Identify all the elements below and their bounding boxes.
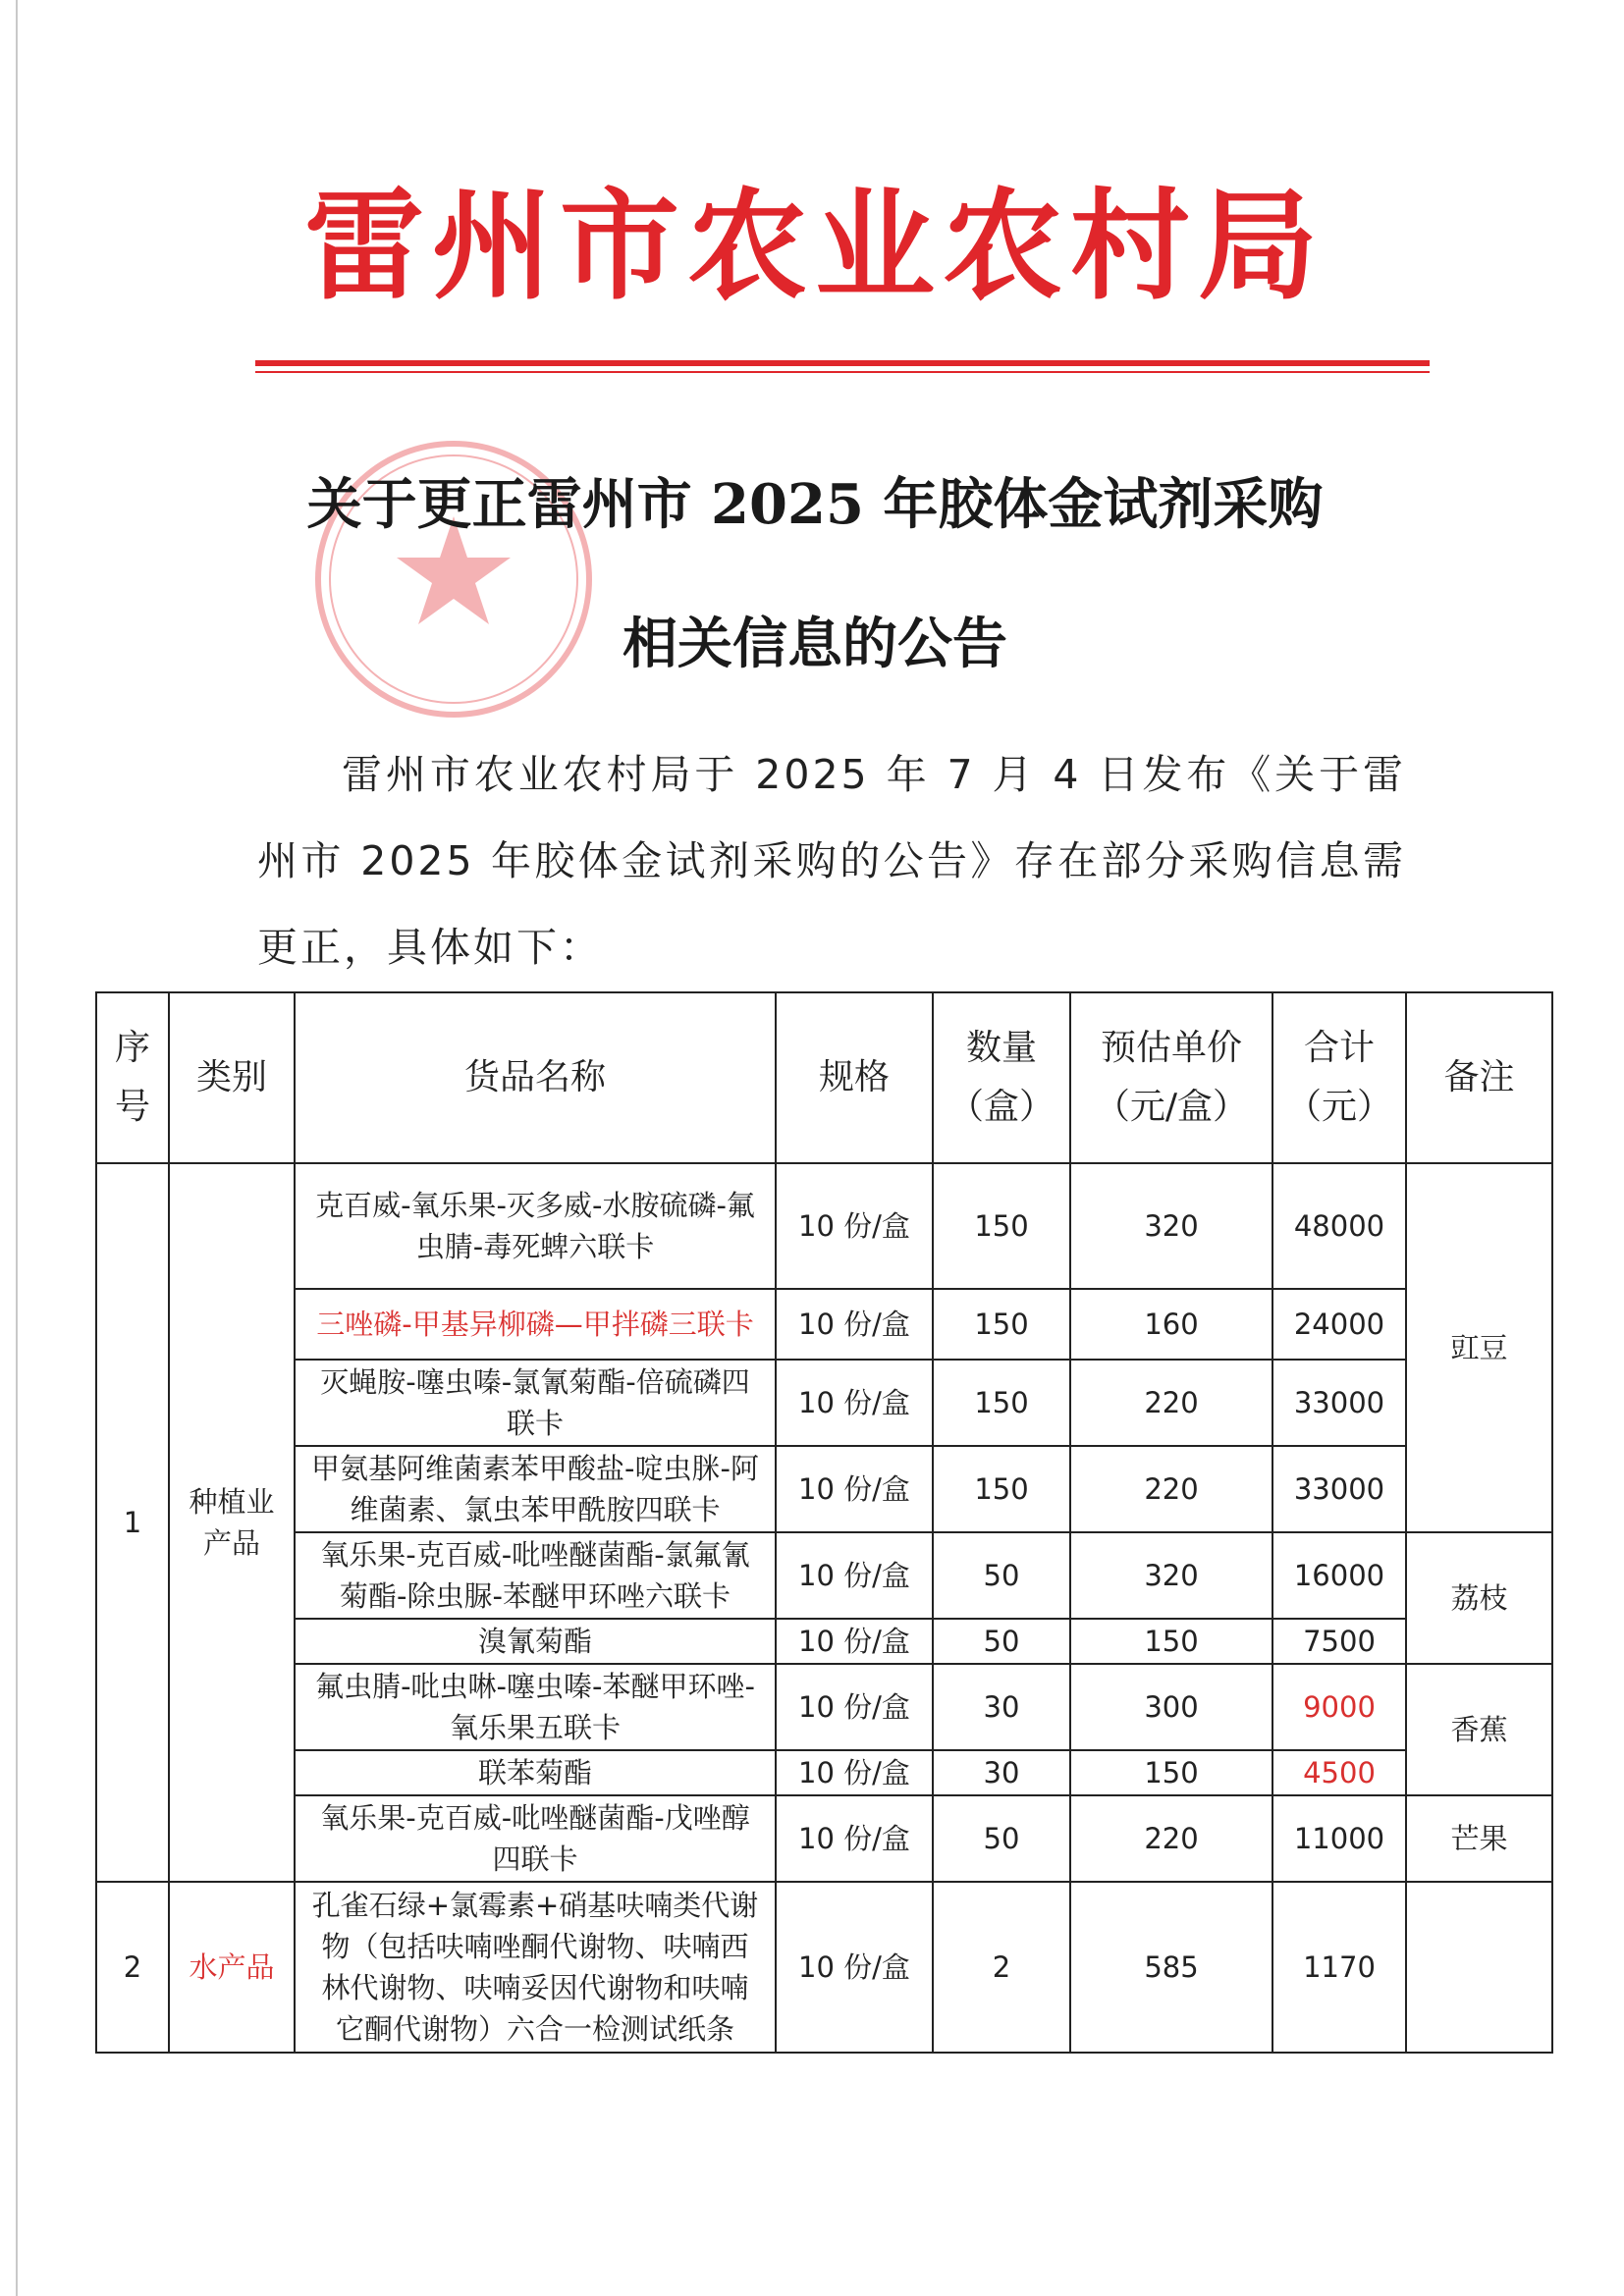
table-row: [96, 1446, 1552, 1532]
cell-qty: 150: [933, 1446, 1070, 1532]
procurement-table: [95, 991, 1553, 2054]
cell-note: 香蕉: [1406, 1664, 1552, 1795]
cell-total: 11000: [1272, 1795, 1406, 1882]
cell-price: 320: [1070, 1532, 1272, 1619]
table-row: [96, 1619, 1552, 1664]
cell-price: 220: [1070, 1446, 1272, 1532]
header-category: 类别: [169, 992, 295, 1163]
cell-name: 联苯菊酯: [295, 1750, 776, 1795]
cell-total: 1170: [1272, 1882, 1406, 2053]
cell-spec: 10 份/盒: [776, 1532, 933, 1619]
cell-total: 9000: [1272, 1664, 1406, 1750]
cell-note: [1406, 1882, 1552, 2053]
cell-qty: 150: [933, 1163, 1070, 1289]
doc-body-paragraph: 雷州市农业农村局于 2025 年 7 月 4 日发布《关于雷州市 2025 年胶体金试剂采购的公告》存在部分采购信息需更正，具体如下：: [257, 751, 1406, 971]
cell-qty: 30: [933, 1750, 1070, 1795]
cell-price: 150: [1070, 1750, 1272, 1795]
cell-note: 芒果: [1406, 1795, 1552, 1882]
cell-total: 33000: [1272, 1446, 1406, 1532]
cell-price: 150: [1070, 1619, 1272, 1664]
cell-price: 220: [1070, 1360, 1272, 1446]
cell-price: 160: [1070, 1289, 1272, 1360]
page-left-edge: [16, 0, 18, 2296]
doc-title-line-2: 相关信息的公告: [623, 612, 1007, 676]
cell-total: 4500: [1272, 1750, 1406, 1795]
cell-spec: 10 份/盒: [776, 1750, 933, 1795]
cell-note: 荔枝: [1406, 1532, 1552, 1664]
header-note: 备注: [1406, 992, 1552, 1163]
cell-seq: 1: [96, 1163, 169, 1882]
cell-category: 种植业产品: [169, 1163, 295, 1882]
cell-name: 灭蝇胺-噻虫嗪-氯氰菊酯-倍硫磷四联卡: [295, 1360, 776, 1446]
header-red-rule-thin: [255, 371, 1430, 373]
cell-total: 16000: [1272, 1532, 1406, 1619]
header-name: 货品名称: [295, 992, 776, 1163]
cell-qty: 150: [933, 1289, 1070, 1360]
cell-total: 7500: [1272, 1619, 1406, 1664]
cell-category: 水产品: [169, 1882, 295, 2053]
cell-qty: 2: [933, 1882, 1070, 2053]
cell-price: 585: [1070, 1882, 1272, 2053]
cell-spec: 10 份/盒: [776, 1446, 933, 1532]
cell-qty: 50: [933, 1795, 1070, 1882]
table-row: [96, 1532, 1552, 1619]
cell-total: 33000: [1272, 1360, 1406, 1446]
cell-name: 孔雀石绿+氯霉素+硝基呋喃类代谢物（包括呋喃唑酮代谢物、呋喃西林代谢物、呋喃妥因代谢物和呋喃它酮代谢物）六合一检测试纸条: [295, 1882, 776, 2053]
table-row: [96, 1664, 1552, 1750]
cell-name: 克百威-氧乐果-灭多威-水胺硫磷-氟虫腈-毒死蜱六联卡: [295, 1163, 776, 1289]
cell-name: 甲氨基阿维菌素苯甲酸盐-啶虫脒-阿维菌素、氯虫苯甲酰胺四联卡: [295, 1446, 776, 1532]
cell-price: 320: [1070, 1163, 1272, 1289]
cell-spec: 10 份/盒: [776, 1795, 933, 1882]
cell-price: 220: [1070, 1795, 1272, 1882]
cell-spec: 10 份/盒: [776, 1882, 933, 2053]
table-header-row: [96, 992, 1552, 1163]
header-spec: 规格: [776, 992, 933, 1163]
doc-title-line-1: 关于更正雷州市 2025 年胶体金试剂采购: [306, 472, 1324, 537]
table-row: [96, 1882, 1552, 2053]
cell-name: 氟虫腈-吡虫啉-噻虫嗪-苯醚甲环唑-氧乐果五联卡: [295, 1664, 776, 1750]
cell-qty: 50: [933, 1619, 1070, 1664]
cell-price: 300: [1070, 1664, 1272, 1750]
cell-total: 24000: [1272, 1289, 1406, 1360]
cell-total: 48000: [1272, 1163, 1406, 1289]
header-qty: 数量（盒）: [933, 992, 1070, 1163]
cell-name: 三唑磷-甲基异柳磷—甲拌磷三联卡: [295, 1289, 776, 1360]
table-row: [96, 1289, 1552, 1360]
cell-spec: 10 份/盒: [776, 1619, 933, 1664]
cell-qty: 50: [933, 1532, 1070, 1619]
cell-name: 氧乐果-克百威-吡唑醚菌酯-氯氟氰菊酯-除虫脲-苯醚甲环唑六联卡: [295, 1532, 776, 1619]
table-row: [96, 1360, 1552, 1446]
cell-spec: 10 份/盒: [776, 1360, 933, 1446]
cell-note: 豇豆: [1406, 1163, 1552, 1532]
cell-seq: 2: [96, 1882, 169, 2053]
table-row: [96, 1163, 1552, 1289]
cell-spec: 10 份/盒: [776, 1664, 933, 1750]
header-org-name: 雷州市农业农村局: [304, 177, 1326, 316]
table-row: [96, 1750, 1552, 1795]
header-total: 合计（元）: [1272, 992, 1406, 1163]
cell-qty: 150: [933, 1360, 1070, 1446]
cell-name: 氧乐果-克百威-吡唑醚菌酯-戊唑醇四联卡: [295, 1795, 776, 1882]
table-row: [96, 1795, 1552, 1882]
cell-spec: 10 份/盒: [776, 1163, 933, 1289]
header-seq: 序号: [96, 992, 169, 1163]
header-price: 预估单价（元/盒）: [1070, 992, 1272, 1163]
cell-name: 溴氰菊酯: [295, 1619, 776, 1664]
cell-qty: 30: [933, 1664, 1070, 1750]
header-red-rule: [255, 360, 1430, 366]
cell-spec: 10 份/盒: [776, 1289, 933, 1360]
